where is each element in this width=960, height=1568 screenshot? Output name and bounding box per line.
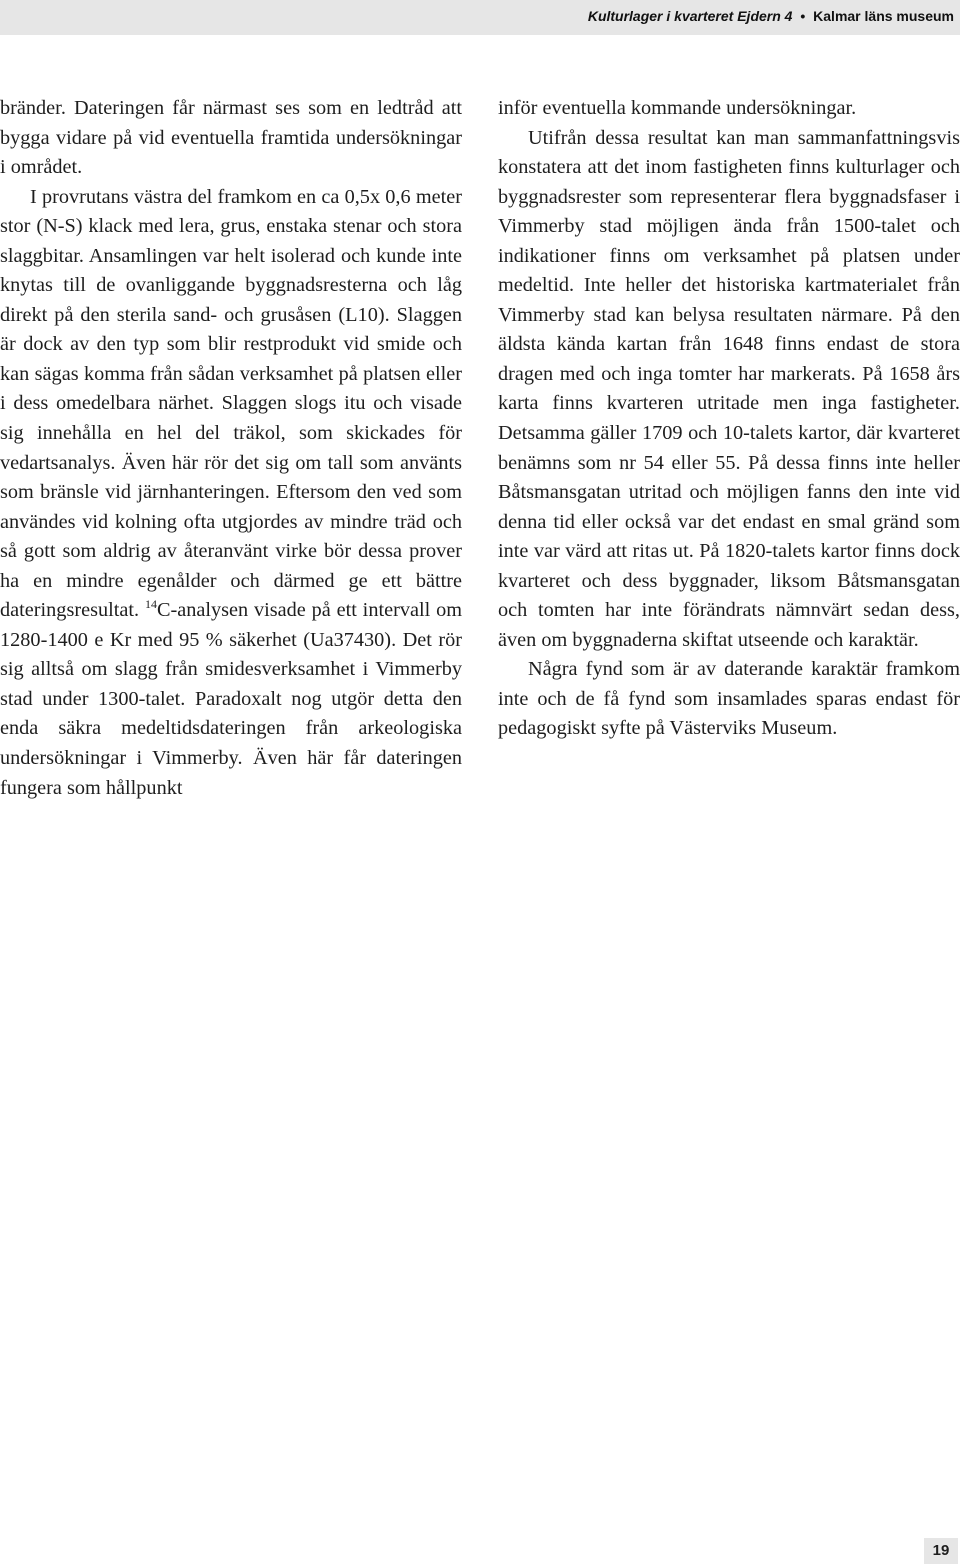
running-header	[0, 0, 960, 35]
right-paragraph-3: Några fynd som är av daterande karaktär framkom inte och de få fynd som insamlades sparas endast för pedagogiskt syfte på Västerviks Museum.	[498, 658, 960, 740]
right-paragraph-2: Utifrån dessa resultat kan man sammanfattningsvis konstatera att det inom fastigheten finns kulturlager och byggnadsrester som representerar flera byggnadsfaser i Vimmerby stad möjligen ända från 1500-talet och indikationer finns om verksamhet på platsen under medeltid. Inte heller det historiska kartmaterialet från Vimmerby stad kan belysa resultaten närmare. På den äldsta kända kartan från 1648 finns endast de stora dragen med och inga tomter har markerats. På 1658 års karta finns kvarteren utritade men inga fastigheter. Detsamma gäller 1709 och 10-talets kartor, där kvarteret benämns som nr 54 eller 55. På dessa finns inte heller Båtsmansgatan utritad och möjligen fanns den inte vid denna tid eller också var det endast en smal gränd som inte var värd att ritas ut. På 1820-talets kartor finns dock kvarteret och dess byggnader, liksom Båtsmansgatan och tomten har inte förändrats nämnvärt sedan dess, även om byggnaderna skiftat utseende och karaktär.	[498, 126, 960, 651]
left-paragraph-1: bränder. Dateringen får närmast ses som en ledtråd att bygga vidare på vid eventuella framtida undersökningar i området.	[0, 97, 462, 179]
page-number: 19	[924, 1538, 958, 1564]
isotope-superscript: 14	[144, 597, 157, 612]
left-column	[0, 94, 462, 803]
left-paragraph-2-text-a: I provrutans västra del framkom en ca 0,5x 0,6 meter stor (N-S) klack med lera, grus, enstaka stenar och stora slaggbitar. Ansamlingen var helt isolerad och kunde inte knytas till de ovanliggande byggnadsresterna och låg direkt på den sterila sand- och grusåsen (L10). Slaggen är dock av den typ som blir restprodukt vid smide och kan sägas komma från sådan verksamhet på platsen eller i dess omedelbara närhet. Slaggen slogs itu och visade sig innehålla en hel del träkol, som skickades för vedartsanalys. Även här rör det sig om tall som använts som bränsle vid järnhanteringen. Eftersom den ved som användes vid kolning ofta utgjordes av mindre träd och så gott som aldrig av återanvänt virke bör dessa prover ha en mindre egenålder och därmed ge ett bättre dateringsresultat.	[0, 185, 462, 622]
publication-title: Kulturlager i kvarteret Ejdern 4	[587, 8, 793, 24]
right-column	[498, 94, 960, 744]
running-header-text	[588, 8, 954, 24]
header-separator: •	[800, 8, 806, 24]
organization-name: Kalmar läns museum	[813, 8, 954, 24]
left-paragraph-2	[0, 183, 462, 803]
left-paragraph-2-text-b: C-analysen visade på ett intervall om 1280-1400 e Kr med 95 % säkerhet (Ua37430). Det rör sig alltså om slagg från smidesverksamhet i Vimmerby stad under 1300-talet. Paradoxalt nog utgör detta den enda säkra medeltidsdateringen från arkeologiska undersökningar i Vimmerby. Även här får dateringen fungera som hållpunkt	[0, 599, 462, 799]
right-paragraph-1: inför eventuella kommande undersökningar.	[498, 97, 857, 119]
